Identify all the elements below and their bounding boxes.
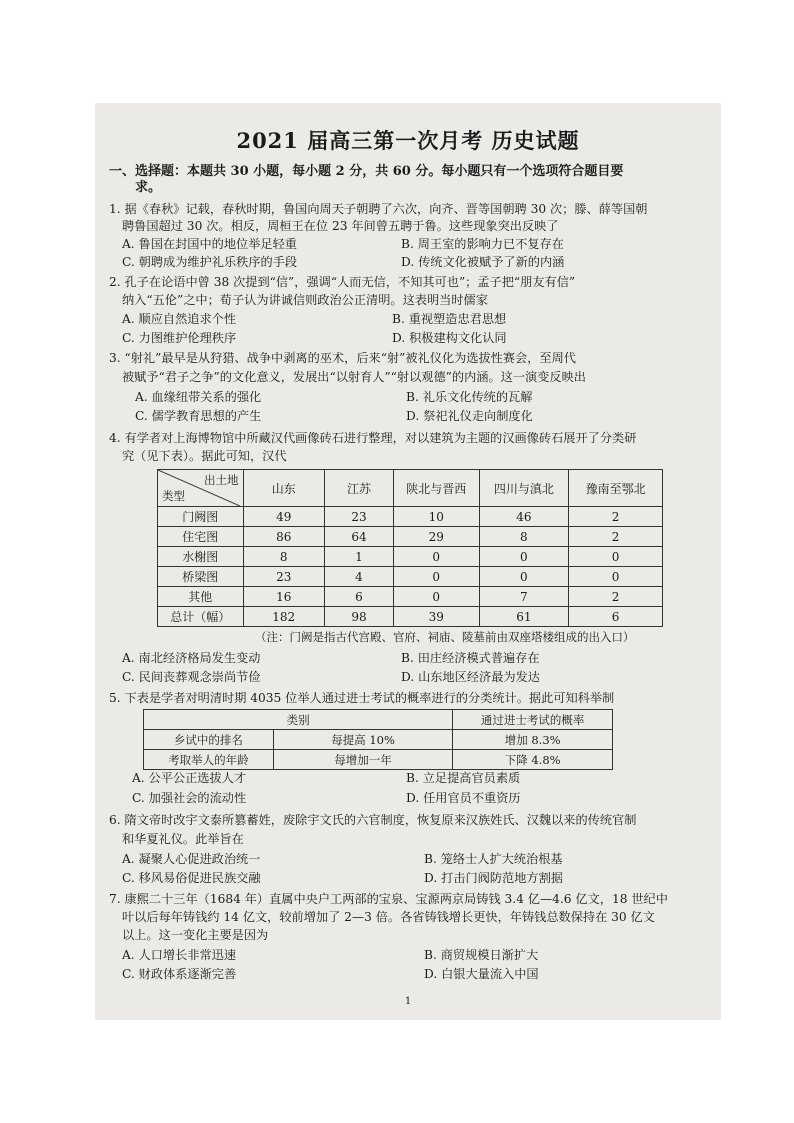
q4-table-note: （注：门阙是指古代宫殿、官府、祠庙、陵墓前由双座塔楼组成的出入口） — [255, 630, 635, 644]
cell: 39 — [393, 607, 479, 627]
cell: 考取举人的年龄 — [144, 750, 274, 770]
q1-stem-1: 1. 据《春秋》记载，春秋时期，鲁国向周天子朝聘了六次，向齐、晋等国朝聘 30 次；滕、薛等国朝 — [109, 202, 648, 216]
cell: 182 — [243, 607, 324, 627]
cell: 6 — [569, 607, 663, 627]
exam-title: 2021 届高三第一次月考 历史试题 — [236, 128, 580, 153]
q7-stem-2: 叶以后每年铸钱约 14 亿文，较前增加了 2—3 倍。各省铸钱增长更快，年铸钱总数保持在 30 亿文 — [122, 910, 655, 924]
q6-stem-2: 和华夏礼仪。此举旨在 — [122, 832, 244, 846]
q7-option-d: D. 白银大量流入中国 — [424, 967, 539, 981]
cell: 29 — [393, 527, 479, 547]
q3-option-a: A. 血缘纽带关系的强化 — [135, 390, 262, 404]
cell: 0 — [393, 587, 479, 607]
q6-option-c: C. 移风易俗促进民族交融 — [122, 871, 261, 885]
row-label: 总计（幅） — [158, 607, 244, 627]
cell: 1 — [324, 547, 393, 567]
q2-option-b: B. 重视塑造忠君思想 — [392, 312, 507, 326]
cell: 每增加一年 — [273, 750, 452, 770]
q4-option-b: B. 田庄经济模式普遍存在 — [401, 651, 540, 665]
q5-table — [143, 709, 613, 770]
table-row — [158, 607, 663, 627]
q1-option-a: A. 鲁国在封国中的地位举足轻重 — [122, 237, 297, 251]
q5-option-c: C. 加强社会的流动性 — [132, 791, 247, 805]
q6-stem-1: 6. 隋文帝时改宇文泰所篡蓄姓，废除宇文氏的六官制度，恢复原来汉族姓氏、汉魏以来的传统官制 — [109, 813, 637, 827]
q1-option-c: C. 朝聘成为维护礼乐秩序的手段 — [122, 255, 298, 269]
row-label: 门阙图 — [158, 507, 244, 527]
col-header: 通过进士考试的概率 — [453, 710, 613, 730]
q2-option-c: C. 力图维护伦理秩序 — [122, 331, 237, 345]
q5-option-a: A. 公平公正选拔人才 — [132, 771, 247, 785]
row-label: 住宅图 — [158, 527, 244, 547]
cell: 0 — [393, 567, 479, 587]
table-row — [158, 507, 663, 527]
row-label: 水榭图 — [158, 547, 244, 567]
q2-stem-2: 纳入“五伦”之中；荀子认为讲诚信则政治公正清明。这表明当时儒家 — [122, 293, 488, 307]
q4-option-a: A. 南北经济格局发生变动 — [122, 651, 261, 665]
cell: 23 — [324, 507, 393, 527]
cell: 10 — [393, 507, 479, 527]
cell: 2 — [569, 507, 663, 527]
cell: 0 — [569, 547, 663, 567]
cell: 7 — [479, 587, 569, 607]
q3-option-d: D. 祭祀礼仪走向制度化 — [406, 409, 533, 423]
q1-option-d: D. 传统文化被赋予了新的内涵 — [401, 255, 565, 269]
q2-stem-1: 2. 孔子在论语中曾 38 次提到“信”，强调“人而无信，不知其可也”；孟子把“朋友有信” — [109, 275, 576, 289]
q4-option-d: D. 山东地区经济最为发达 — [401, 670, 540, 684]
q5-table-header — [144, 710, 613, 730]
cell: 6 — [324, 587, 393, 607]
q5-option-b: B. 立足提高官员素质 — [406, 771, 521, 785]
q7-stem-1: 7. 康熙二十三年（1684 年）直属中央户工两部的宝泉、宝源两京局铸钱 3.4 亿—4.6 亿文，18 世纪中 — [109, 892, 668, 906]
q5-option-d: D. 任用官员不重资历 — [406, 791, 521, 805]
q4-stem-2: 究（见下表）。据此可知，汉代 — [122, 449, 287, 463]
page-number: 1 — [404, 996, 412, 1007]
col-header: 豫南至鄂北 — [569, 470, 663, 507]
q3-option-c: C. 儒学教育思想的产生 — [135, 409, 262, 423]
q7-option-b: B. 商贸规模日渐扩大 — [424, 948, 539, 962]
cell: 64 — [324, 527, 393, 547]
cell: 每提高 10% — [273, 730, 452, 750]
cell: 下降 4.8% — [453, 750, 613, 770]
q7-option-a: A. 人口增长非常迅速 — [122, 948, 237, 962]
cell: 0 — [569, 567, 663, 587]
cell: 98 — [324, 607, 393, 627]
table-row — [144, 730, 613, 750]
row-label: 桥梁图 — [158, 567, 244, 587]
cell: 23 — [243, 567, 324, 587]
table-row — [158, 547, 663, 567]
cell: 86 — [243, 527, 324, 547]
q1-stem-2: 聘鲁国超过 30 次。相反，周桓王在位 23 年间曾五聘于鲁。这些现象突出反映了 — [122, 219, 559, 233]
q2-option-d: D. 积极建构文化认同 — [392, 331, 507, 345]
section-heading: 一、选择题：本题共 30 小题，每小题 2 分，共 60 分。每小题只有一个选项符合题目要 — [109, 164, 624, 179]
q4-table-header — [158, 470, 663, 507]
q4-table-corner — [158, 470, 244, 507]
q2-option-a: A. 顺应自然追求个性 — [122, 312, 237, 326]
q3-stem-1: 3. “射礼”最早是从狩猎、战争中剥离的巫术，后来“射”被礼仪化为选拔性赛会，至周代 — [109, 351, 576, 365]
row-label: 其他 — [158, 587, 244, 607]
cell: 16 — [243, 587, 324, 607]
q6-option-a: A. 凝聚人心促进政治统一 — [122, 852, 261, 866]
cell: 4 — [324, 567, 393, 587]
col-header: 山东 — [243, 470, 324, 507]
q4-stem-1: 4. 有学者对上海博物馆中所藏汉代画像砖石进行整理，对以建筑为主题的汉画像砖石展开了分类研 — [109, 431, 637, 445]
table-row — [158, 587, 663, 607]
q7-option-c: C. 财政体系逐渐完善 — [122, 967, 237, 981]
cell: 8 — [479, 527, 569, 547]
cell: 2 — [569, 527, 663, 547]
q5-stem-1: 5. 下表是学者对明清时期 4035 位举人通过进士考试的概率进行的分类统计。据此可知科举制 — [109, 691, 615, 705]
col-header: 类别 — [144, 710, 453, 730]
cell: 0 — [393, 547, 479, 567]
cell: 49 — [243, 507, 324, 527]
q6-option-b: B. 笼络士人扩大统治根基 — [424, 852, 563, 866]
table-row — [144, 750, 613, 770]
q1-option-b: B. 周王室的影响力已不复存在 — [401, 237, 564, 251]
cell: 8 — [243, 547, 324, 567]
col-header: 四川与滇北 — [479, 470, 569, 507]
col-header: 陕北与晋西 — [393, 470, 479, 507]
cell: 61 — [479, 607, 569, 627]
corner-bottom-label: 类型 — [162, 489, 185, 503]
cell: 0 — [479, 547, 569, 567]
cell: 2 — [569, 587, 663, 607]
q4-option-c: C. 民间丧葬观念崇尚节俭 — [122, 670, 261, 684]
q3-option-b: B. 礼乐文化传统的瓦解 — [406, 390, 533, 404]
cell: 乡试中的排名 — [144, 730, 274, 750]
table-row — [158, 567, 663, 587]
q3-stem-2: 被赋予“君子之争”的文化意义，发展出“以射育人”“射以观德”的内涵。这一演变反映出 — [122, 370, 586, 384]
corner-top-label: 出土地 — [204, 473, 239, 487]
q7-stem-3: 以上。这一变化主要是因为 — [122, 928, 269, 942]
section-heading-cont: 求。 — [135, 180, 162, 195]
cell: 0 — [479, 567, 569, 587]
q6-option-d: D. 打击门阀防范地方割据 — [424, 871, 563, 885]
col-header: 江苏 — [324, 470, 393, 507]
table-row — [158, 527, 663, 547]
q4-table — [157, 469, 663, 627]
exam-paper — [95, 103, 721, 1020]
cell: 46 — [479, 507, 569, 527]
cell: 增加 8.3% — [453, 730, 613, 750]
